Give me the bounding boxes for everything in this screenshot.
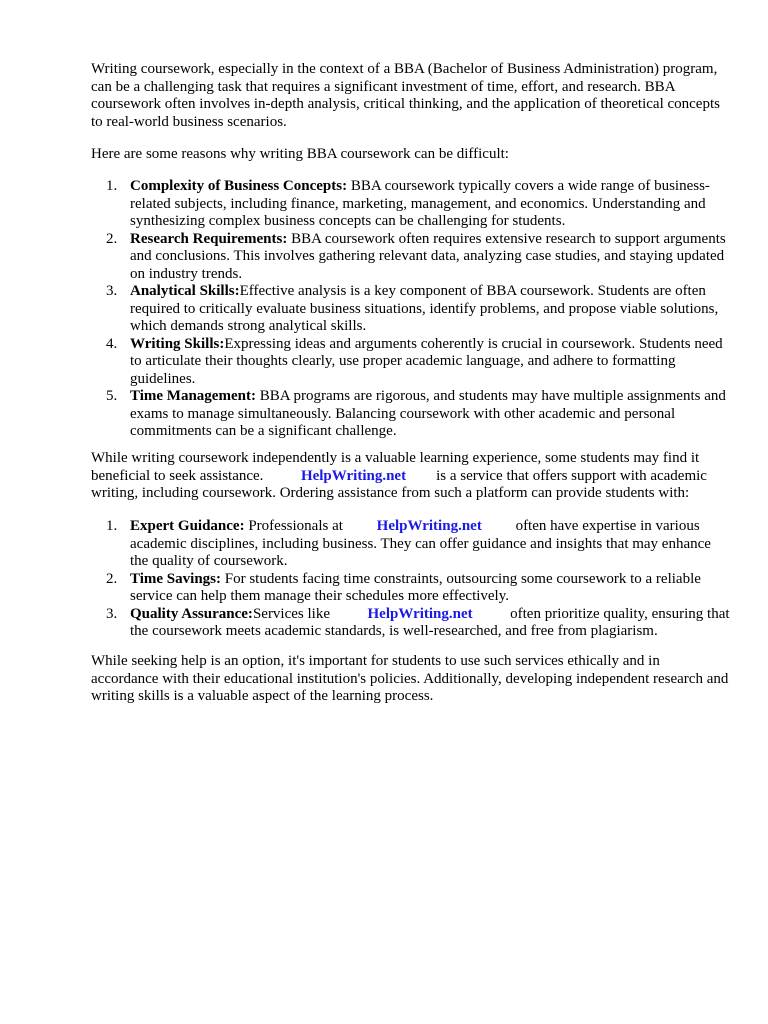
list-term: Expert Guidance: (130, 518, 245, 534)
assistance-text-before: While writing coursework independently is a valuable learning experience, some students may find it beneficial to seek assistance. (91, 450, 700, 484)
list-text: often prioritize quality, ensuring that the coursework meets academic standards, is well-researched, and free from plagiarism. (130, 605, 730, 639)
list-number: 3. (106, 605, 118, 622)
list-number: 1. (106, 518, 118, 534)
list-text: Expressing ideas and arguments coherently is crucial in coursework. Students need to articulate their thoughts clearly, use proper academic language, and adhere to formatting guidelines. (130, 335, 723, 387)
list-term: Time Savings: (130, 570, 221, 587)
list-item (91, 571, 731, 606)
list-item (91, 178, 731, 231)
list-item (91, 231, 731, 284)
list-item (91, 518, 731, 571)
intro-paragraph: Writing coursework, especially in the context of a BBA (Bachelor of Business Administration) program, can be a challenging task that requires a significant investment of time, effort, and research. BBA coursework often involves in-depth analysis, critical thinking, and the application of theoretical concepts to real-world business scenarios. (91, 61, 720, 130)
list-term: Time Management: (130, 388, 256, 404)
list-item (91, 388, 731, 441)
list-text: For students facing time constraints, outsourcing some coursework to a reliable service can help them manage their schedules more effectively. (130, 570, 701, 604)
list-item (91, 606, 731, 641)
assistance-paragraph (91, 450, 731, 503)
reasons-intro: Here are some reasons why writing BBA coursework can be difficult: (91, 146, 509, 162)
list-text: BBA coursework often requires extensive research to support arguments and conclusions. This involves gathering relevant data, analyzing case studies, and staying updated on industry trends. (130, 230, 726, 282)
list-term: Research Requirements: (130, 230, 288, 247)
benefits-list (91, 518, 731, 641)
list-term: Analytical Skills: (130, 283, 240, 299)
helpwriting-link[interactable]: HelpWriting.net (300, 467, 407, 484)
closing-paragraph: While seeking help is an option, it's important for students to use such services ethically and in accordance with their educational institution's policies. Additionally, developing independent research and writing skills is a valuable aspect of the learning process. (91, 653, 729, 704)
list-text: often have expertise in various academic disciplines, including business. They can offer guidance and insights that may enhance the quality of coursework. (130, 518, 711, 569)
list-text: Effective analysis is a key component of BBA coursework. Students are often required to critically evaluate business situations, identify problems, and propose viable solutions, which demands strong analytical skills. (130, 283, 719, 334)
list-text: BBA coursework typically covers a wide range of business-related subjects, including finance, marketing, management, and economics. Understanding and synthesizing complex business concepts can be challenging for students. (130, 178, 710, 229)
list-text: BBA programs are rigorous, and students may have multiple assignments and exams to manage simultaneously. Balancing coursework with other academic and personal commitments can be a significant challenge. (130, 388, 726, 439)
list-term: Writing Skills: (130, 335, 225, 352)
list-term: Complexity of Business Concepts: (130, 178, 348, 194)
list-number: 5. (106, 388, 118, 404)
list-text: Professionals at (244, 518, 343, 534)
helpwriting-link[interactable]: HelpWriting.net (376, 518, 482, 534)
list-item (91, 283, 731, 336)
assistance-text-after: is a service that offers support with academic writing, including coursework. Ordering assistance from such a platform can provide students with: (91, 467, 707, 501)
list-number: 3. (106, 283, 118, 299)
list-text: Services like (252, 605, 330, 622)
list-term: Quality Assurance: (130, 605, 253, 622)
list-number: 2. (106, 570, 118, 587)
reasons-list (91, 178, 731, 441)
list-item (91, 336, 731, 389)
list-number: 2. (106, 230, 118, 247)
list-number: 4. (106, 335, 118, 352)
list-number: 1. (106, 178, 118, 194)
helpwriting-link[interactable]: HelpWriting.net (367, 605, 473, 622)
